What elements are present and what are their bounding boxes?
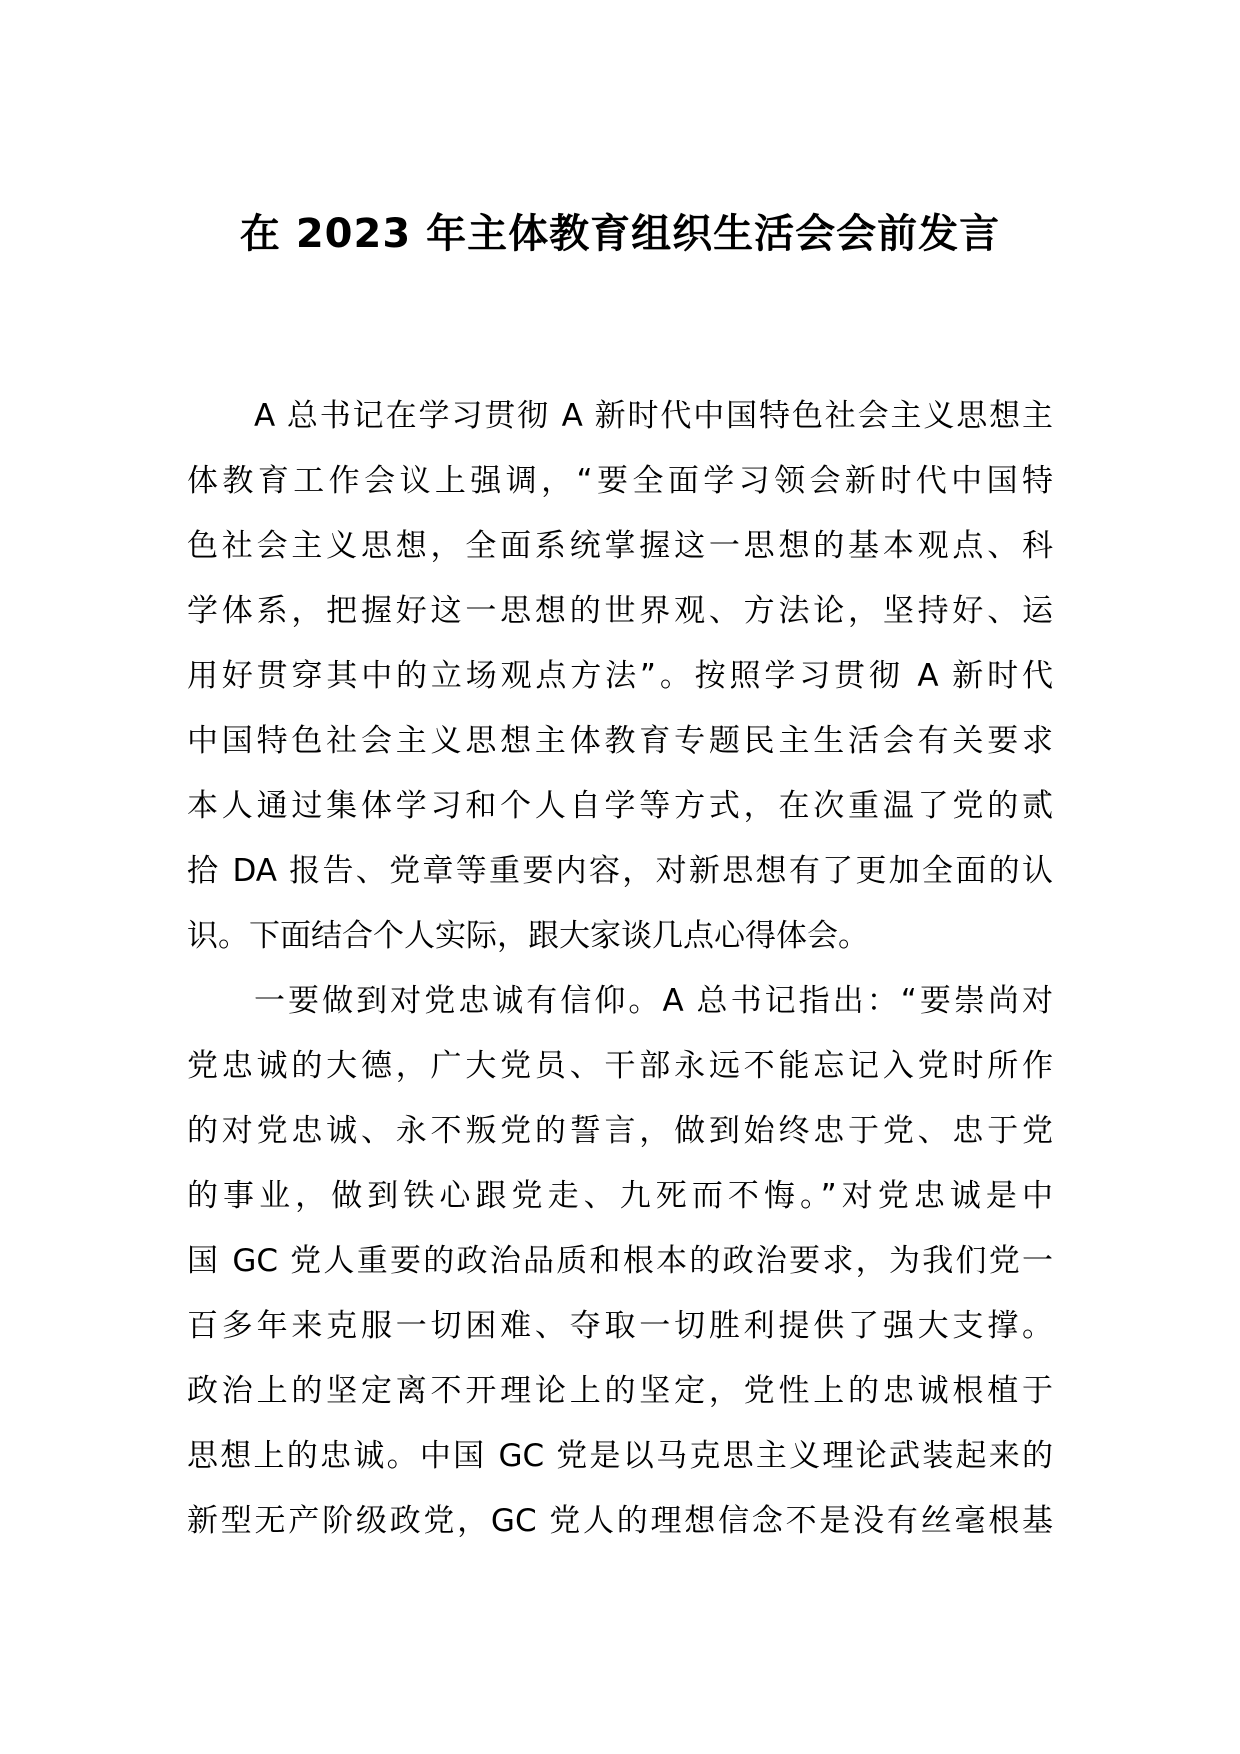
paragraph-2-line-2: 党忠诚的大德，广大党员、干部永远不能忘记入党时所作 xyxy=(187,1048,1053,1084)
paragraph-2-line-8: 思想上的忠诚。中国 GC 党是以马克思主义理论武装起来的 xyxy=(187,1438,1053,1474)
paragraph-2-line-1: 一要做到对党忠诚有信仰。A 总书记指出：“要崇尚对 xyxy=(254,983,1053,1019)
paragraph-1-line-8: 拾 DA 报告、党章等重要内容，对新思想有了更加全面的认 xyxy=(187,853,1053,889)
paragraph-1-line-6: 中国特色社会主义思想主体教育专题民主生活会有关要求 xyxy=(187,723,1053,759)
paragraph-2-line-5: 国 GC 党人重要的政治品质和根本的政治要求，为我们党一 xyxy=(187,1243,1053,1279)
paragraph-2-line-9: 新型无产阶级政党，GC 党人的理想信念不是没有丝毫根基 xyxy=(187,1503,1053,1539)
document-title: 在 2023 年主体教育组织生活会会前发言 xyxy=(239,211,1001,257)
paragraph-2-line-4: 的事业，做到铁心跟党走、九死而不悔。”对党忠诚是中 xyxy=(187,1178,1053,1214)
paragraph-1-line-1: A 总书记在学习贯彻 A 新时代中国特色社会主义思想主 xyxy=(254,398,1053,434)
document-body xyxy=(187,384,1053,1554)
paragraph-1-line-5: 用好贯穿其中的立场观点方法”。按照学习贯彻 A 新时代 xyxy=(187,658,1053,694)
paragraph-2-line-3: 的对党忠诚、永不叛党的誓言，做到始终忠于党、忠于党 xyxy=(187,1113,1053,1149)
paragraph-1-line-7: 本人通过集体学习和个人自学等方式，在次重温了党的贰 xyxy=(187,788,1053,824)
paragraph-1-line-9: 识。下面结合个人实际，跟大家谈几点心得体会。 xyxy=(187,918,869,954)
paragraph-1-line-3: 色社会主义思想，全面系统掌握这一思想的基本观点、科 xyxy=(187,528,1053,564)
paragraph-2-line-6: 百多年来克服一切困难、夺取一切胜利提供了强大支撑。 xyxy=(187,1308,1053,1344)
paragraph-1-line-2: 体教育工作会议上强调，“要全面学习领会新时代中国特 xyxy=(187,463,1053,499)
paragraph-1-line-4: 学体系，把握好这一思想的世界观、方法论，坚持好、运 xyxy=(187,593,1053,629)
paragraph-2-line-7: 政治上的坚定离不开理论上的坚定，党性上的忠诚根植于 xyxy=(187,1373,1053,1409)
